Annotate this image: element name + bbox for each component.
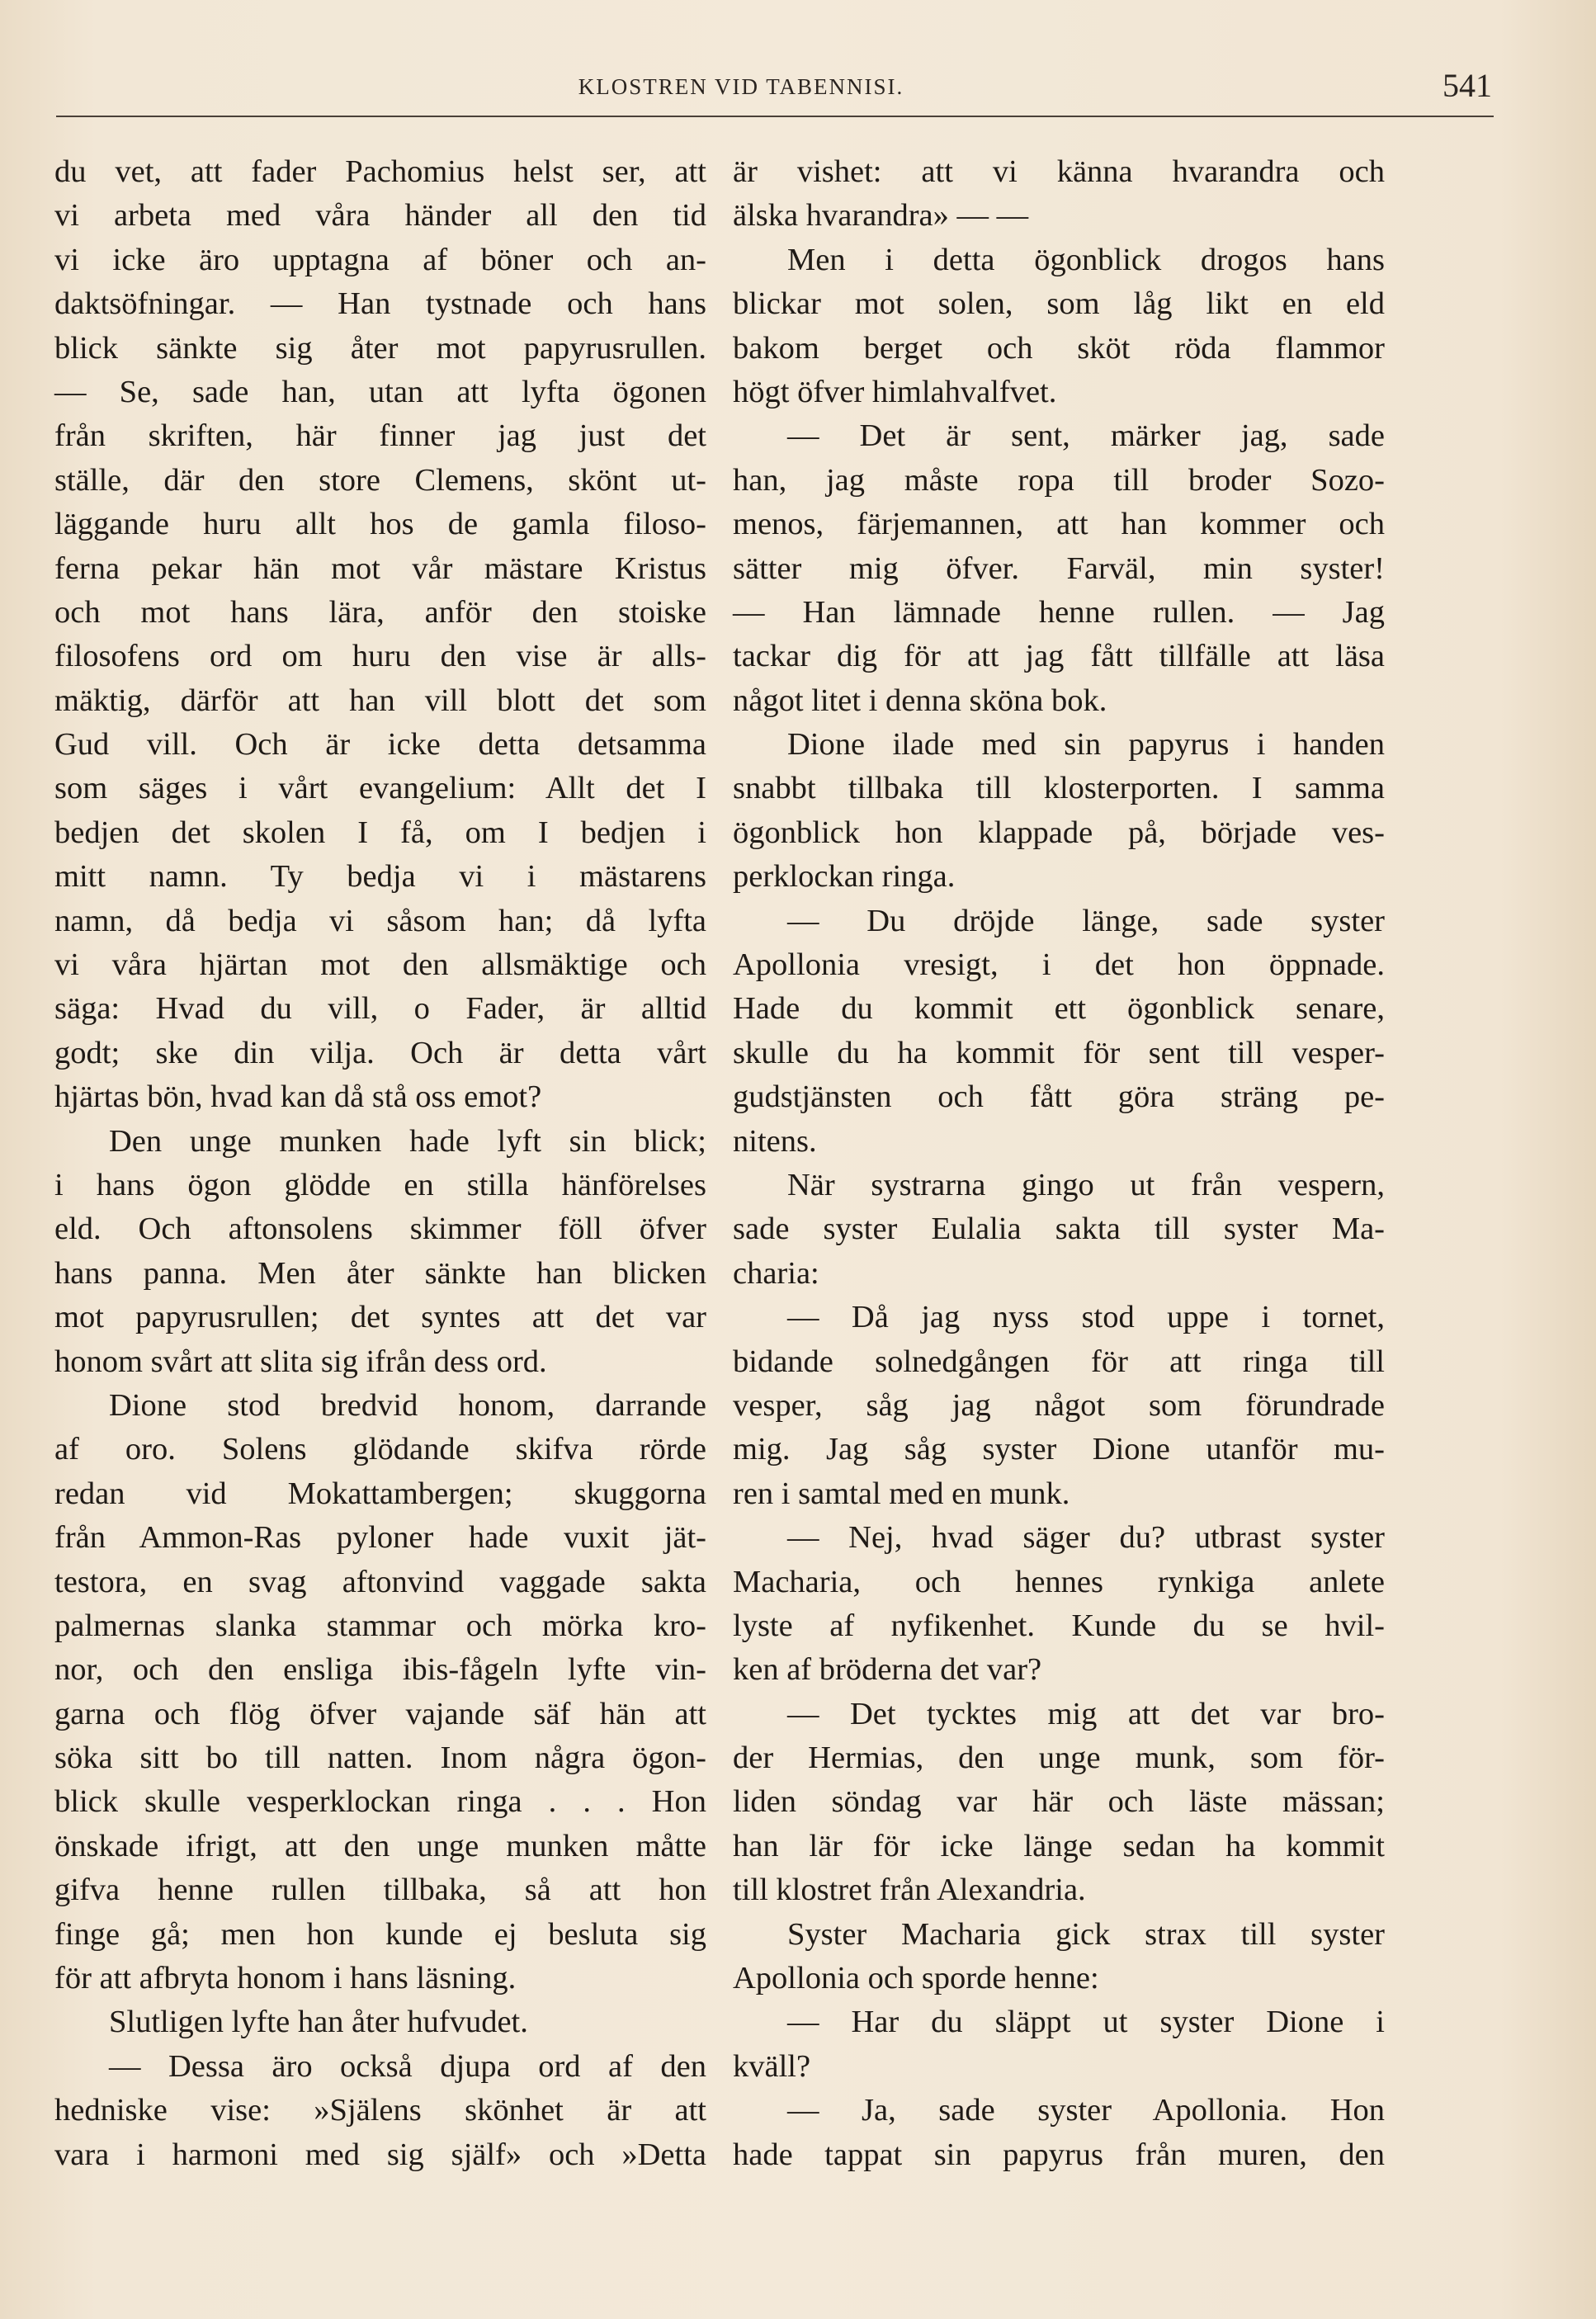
text-line: kväll? (733, 2048, 811, 2084)
text-line: — Du dröjde länge, sade syster (787, 903, 1385, 938)
text-line: — Det tycktes mig att det var bro- (787, 1696, 1385, 1731)
text-line: När systrarna gingo ut från vespern, (787, 1167, 1385, 1202)
text-line: älska hvarandra» — — (733, 198, 1029, 234)
text-line: daktsöfningar. — Han tystnade och hans (54, 286, 706, 322)
text-line: blick skulle vesperklockan ringa . . . Hon (54, 1784, 706, 1820)
text-line: redan vid Mokattambergen; skuggorna (54, 1476, 706, 1511)
text-line: i hans ögon glödde en stilla hänförelses (54, 1167, 706, 1202)
text-line: Macharia, och hennes rynkiga anlete (733, 1564, 1385, 1599)
text-line: och mot hans lära, anför den stoiske (54, 594, 706, 630)
text-line: är vishet: att vi känna hvarandra och (733, 154, 1385, 189)
text-line: vara i harmoni med sig själf» och »Detta (54, 2137, 706, 2172)
text-line: Men i detta ögonblick drogos hans (787, 242, 1385, 277)
text-line: bidande solnedgången för att ringa till (733, 1344, 1385, 1379)
text-line: ferna pekar hän mot vår mästare Kristus (54, 550, 706, 586)
text-line: Hade du kommit ett ögonblick senare, (733, 991, 1385, 1027)
right-text-column (733, 150, 1385, 2177)
text-line: du vet, att fader Pachomius helst ser, att (54, 154, 706, 189)
text-line: önskade ifrigt, att den unge munken måtte (54, 1828, 706, 1863)
text-line: mäktig, därför att han vill blott det som (54, 682, 706, 718)
text-line: hjärtas bön, hvad kan då stå oss emot? (54, 1079, 542, 1115)
text-line: namn, då bedja vi såsom han; då lyfta (54, 903, 706, 938)
text-line: blickar mot solen, som låg likt en eld (733, 286, 1385, 322)
text-line: läggande huru allt hos de gamla filoso- (54, 507, 706, 542)
text-line: Apollonia vresigt, i det hon öppnade. (733, 947, 1385, 983)
text-line: lyste af nyfikenhet. Kunde du se hvil- (733, 1608, 1385, 1643)
text-line: hade tappat sin papyrus från muren, den (733, 2137, 1385, 2172)
text-line: Gud vill. Och är icke detta detsamma (54, 727, 706, 763)
text-line: ögonblick hon klappade på, började ves- (733, 815, 1385, 850)
text-line: — Se, sade han, utan att lyfta ögonen (54, 374, 706, 409)
text-line: — Då jag nyss stod uppe i tornet, (787, 1300, 1385, 1335)
text-line: blick sänkte sig åter mot papyrusrullen. (54, 330, 706, 366)
text-line: charia: (733, 1255, 819, 1291)
text-line: han, jag måste ropa till broder Sozo- (733, 462, 1385, 498)
text-line: mitt namn. Ty bedja vi i mästarens (54, 859, 706, 895)
text-line: hans panna. Men åter sänkte han blicken (54, 1255, 706, 1291)
text-line: bakom berget och sköt röda flammor (733, 330, 1385, 366)
text-line: testora, en svag aftonvind vaggade sakta (54, 1564, 706, 1599)
text-line: hedniske vise: »Själens skönhet är att (54, 2093, 706, 2128)
text-line: gudstjänsten och fått göra sträng pe- (733, 1079, 1385, 1115)
text-line: nor, och den ensliga ibis-fågeln lyfte vin- (54, 1652, 706, 1688)
text-line: menos, färjemannen, att han kommer och (733, 507, 1385, 542)
text-line: perklockan ringa. (733, 859, 956, 895)
text-line: Syster Macharia gick strax till syster (787, 1916, 1385, 1952)
text-line: för att afbryta honom i hans läsning. (54, 1961, 517, 1996)
text-line: — Har du släppt ut syster Dione i (787, 2005, 1385, 2040)
text-line: sade syster Eulalia sakta till syster Ma- (733, 1211, 1385, 1247)
text-line: något litet i denna sköna bok. (733, 682, 1107, 718)
text-line: Dione stod bredvid honom, darrande (109, 1387, 706, 1423)
text-line: — Det är sent, märker jag, sade (787, 418, 1385, 454)
text-line: — Ja, sade syster Apollonia. Hon (787, 2093, 1385, 2128)
text-line: — Han lämnade henne rullen. — Jag (733, 594, 1385, 630)
text-line: garna och flög öfver vajande säf hän att (54, 1696, 706, 1731)
text-line: af oro. Solens glödande skifva rörde (54, 1432, 706, 1467)
text-line: vesper, såg jag något som förundrade (733, 1387, 1385, 1423)
text-line: från Ammon-Ras pyloner hade vuxit jät- (54, 1520, 706, 1556)
text-line: säga: Hvad du vill, o Fader, är alltid (54, 991, 706, 1027)
text-line: finge gå; men hon kunde ej besluta sig (54, 1916, 706, 1952)
text-line: gifva henne rullen tillbaka, så att hon (54, 1873, 706, 1908)
page-header (56, 66, 1492, 116)
left-text-column (54, 150, 706, 2177)
text-line: — Dessa äro också djupa ord af den (109, 2048, 706, 2084)
text-line: — Nej, hvad säger du? utbrast syster (787, 1520, 1385, 1556)
text-line: ställe, där den store Clemens, skönt ut- (54, 462, 706, 498)
text-line: Den unge munken hade lyft sin blick; (109, 1123, 706, 1159)
header-rule (56, 116, 1494, 117)
text-line: filosofens ord om huru den vise är alls- (54, 639, 706, 674)
text-line: vi arbeta med våra händer all den tid (54, 198, 706, 234)
text-line: vi icke äro upptagna af böner och an- (54, 242, 706, 277)
text-line: sätter mig öfver. Farväl, min syster! (733, 550, 1385, 586)
text-line: honom svårt att slita sig ifrån dess ord. (54, 1344, 547, 1379)
text-line: till klostret från Alexandria. (733, 1873, 1086, 1908)
text-line: han lär för icke länge sedan ha kommit (733, 1828, 1385, 1863)
text-line: nitens. (733, 1123, 817, 1159)
text-line: mig. Jag såg syster Dione utanför mu- (733, 1432, 1385, 1467)
text-line: från skriften, här finner jag just det (54, 418, 706, 454)
text-line: godt; ske din vilja. Och är detta vårt (54, 1035, 706, 1070)
text-line: Slutligen lyfte han åter hufvudet. (109, 2005, 528, 2040)
text-line: liden söndag var här och läste mässan; (733, 1784, 1385, 1820)
text-line: eld. Och aftonsolens skimmer föll öfver (54, 1211, 706, 1247)
text-line: Dione ilade med sin papyrus i handen (787, 727, 1385, 763)
text-line: mot papyrusrullen; det syntes att det var (54, 1300, 706, 1335)
text-line: Apollonia och sporde henne: (733, 1961, 1099, 1996)
text-line: ren i samtal med en munk. (733, 1476, 1070, 1511)
running-title: KLOSTREN VID TABENNISI. (578, 74, 904, 99)
page-number: 541 (1443, 67, 1492, 104)
text-line: snabbt tillbaka till klosterporten. I samma (733, 771, 1385, 806)
text-line: som säges i vårt evangelium: Allt det I (54, 771, 706, 806)
text-line: der Hermias, den unge munk, som för- (733, 1740, 1385, 1776)
text-line: skulle du ha kommit för sent till vesper- (733, 1035, 1385, 1070)
text-line: ken af bröderna det var? (733, 1652, 1042, 1688)
text-line: palmernas slanka stammar och mörka kro- (54, 1608, 706, 1643)
text-line: högt öfver himlahvalfvet. (733, 374, 1057, 409)
text-line: söka sitt bo till natten. Inom några ögon- (54, 1740, 706, 1776)
text-line: bedjen det skolen I få, om I bedjen i (54, 815, 706, 850)
text-line: vi våra hjärtan mot den allsmäktige och (54, 947, 706, 983)
text-line: tackar dig för att jag fått tillfälle att läsa (733, 639, 1385, 674)
